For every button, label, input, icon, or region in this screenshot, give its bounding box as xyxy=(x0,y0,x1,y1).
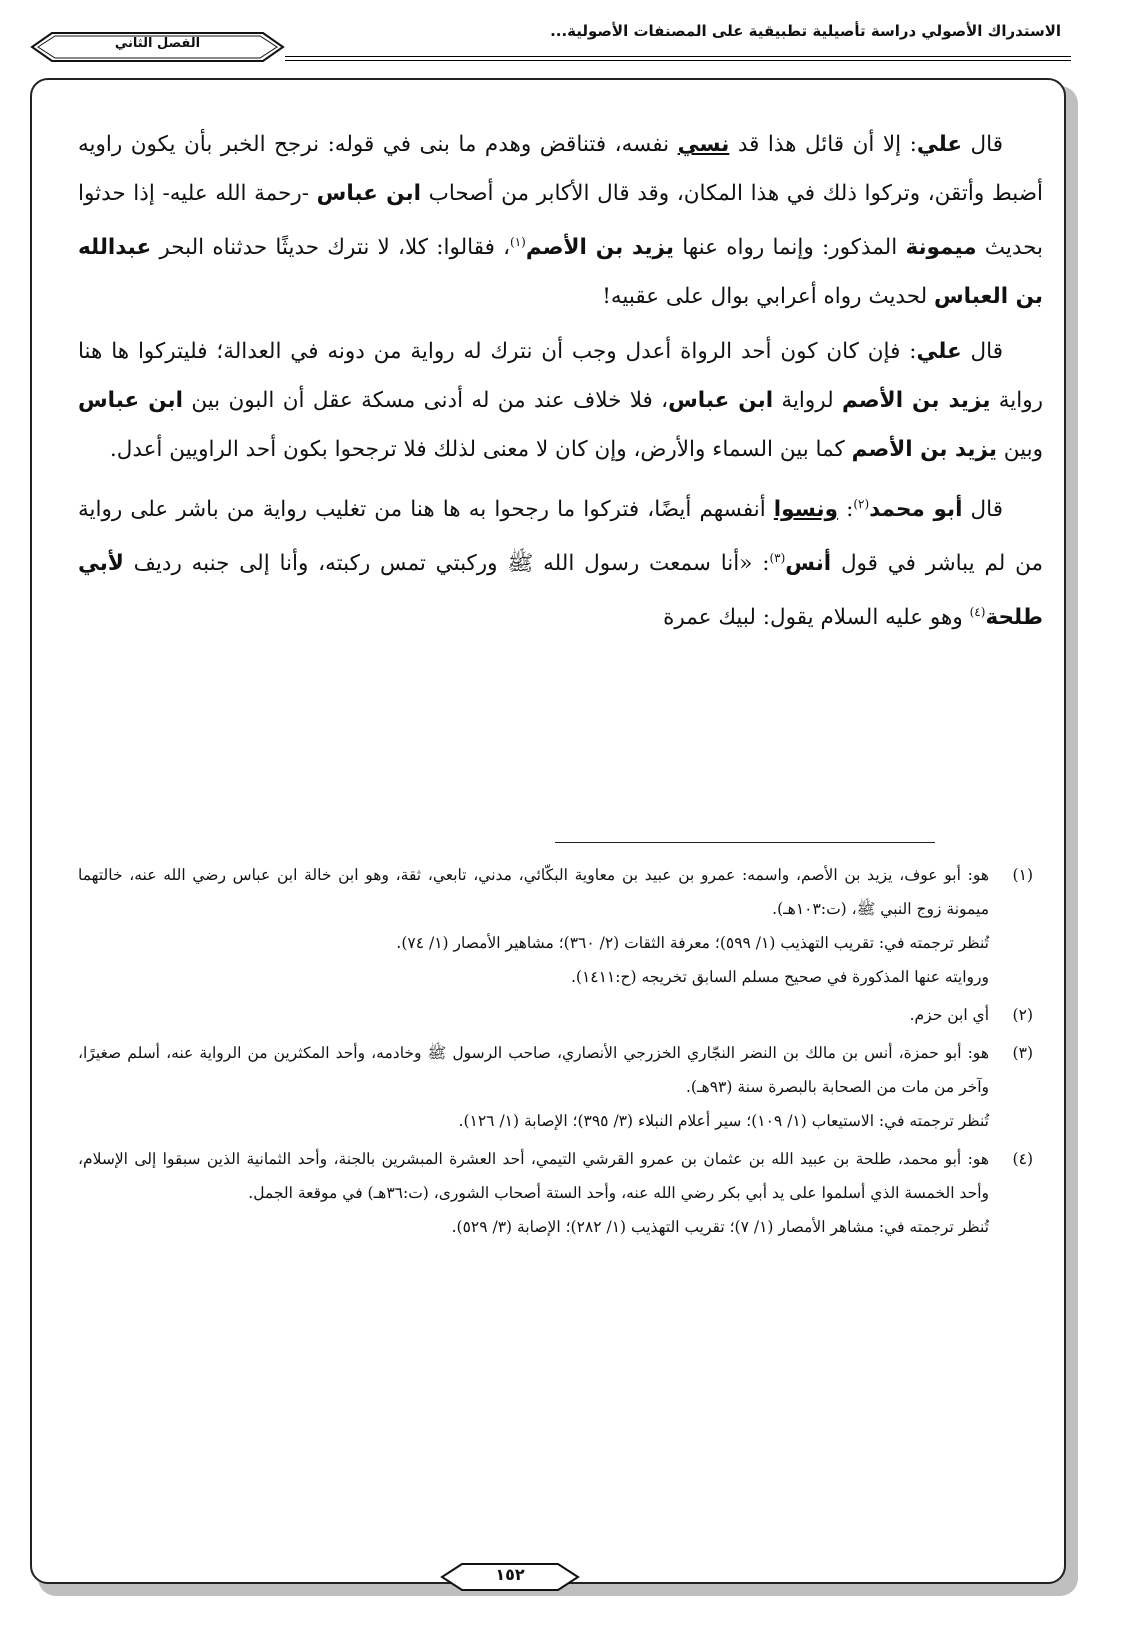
bold-name: أبو محمد xyxy=(869,497,963,523)
bold-name: ابن عباس xyxy=(78,388,183,414)
page-number-badge xyxy=(440,1560,580,1594)
bold-name: يزيد بن الأصم xyxy=(525,235,674,261)
bold-name: ابن عباس xyxy=(668,388,774,414)
text-run: -رحمة الله عليه- إذا حدثوا بحديث xyxy=(78,181,1044,261)
header-rule xyxy=(285,56,1071,61)
footnote-number: (٣) xyxy=(1012,1044,1033,1062)
running-title: الاستدراك الأصولي دراسة تأصيلية تطبيقية على المصنفات الأصولية... xyxy=(550,22,1061,40)
bold-name: لأبي طلحة xyxy=(78,551,1043,631)
footnote-ref[interactable]: (٢) xyxy=(853,497,870,512)
text-run: ، فقالوا: كلا، لا نترك حديثًا حدثناه البحر xyxy=(151,235,511,261)
page-number: ١٥٢ xyxy=(495,1565,525,1584)
bold-name: علي xyxy=(916,339,962,365)
footnote-number: (١) xyxy=(1012,866,1033,884)
chapter-label: الفصل الثاني xyxy=(114,36,201,51)
text-run: : xyxy=(837,497,854,523)
paragraph-3 xyxy=(78,480,1043,642)
bold-name: أنس xyxy=(785,551,832,577)
footnote-line: أي ابن حزم. xyxy=(909,1006,989,1024)
text-run: لرواية xyxy=(773,388,843,414)
footnote-number: (٢) xyxy=(1012,1006,1033,1024)
text-run: المذكور: وإنما رواه عنها xyxy=(673,235,906,261)
bold-name: ابن عباس xyxy=(316,181,421,206)
footnote-line: تُنظر ترجمته في: الاستيعاب (١/ ١٠٩)؛ سير أعلام النبلاء (٣/ ٣٩٥)؛ الإصابة (١/ ١٢٦). xyxy=(458,1112,989,1130)
bold-name: عبدالله بن العباس xyxy=(78,235,1043,310)
footnote-separator xyxy=(555,842,935,843)
text-run: نفسه، فتناقض وهدم ما بنى في قوله: نرجح الخبر بأن يكون راويه أضبط وأتقن، وتركوا ذلك في هذا المكان، وقد قال الأكابر من أصحاب xyxy=(78,132,1044,206)
footnote-1 xyxy=(78,858,1033,994)
footnote-line: هو: أبو حمزة، أنس بن مالك بن النضر النجّاري الخزرجي الأنصاري، صاحب الرسول ﷺ وخادمه، وأحد المكثرين من الرواية عنه، أسلم صغيرًا، وآخر من مات من الصحابة بالبصرة سنة (٩٣هـ). xyxy=(78,1044,989,1096)
text-run: وبين xyxy=(996,437,1043,463)
footnote-line: هو: أبو عوف، يزيد بن الأصم، واسمه: عمرو بن عبيد بن معاوية البكّائي، مدني، تابعي، ثقة، وهو ابن خالة ابن عباس رضي الله عنه، خالتهما ميمونة زوج النبي ﷺ، (ت:١٠٣هـ). xyxy=(78,866,989,918)
text-run: وهو عليه السلام يقول: لبيك عمرة xyxy=(663,605,970,631)
chapter-tab xyxy=(30,27,285,67)
bold-name: ميمونة xyxy=(905,235,977,261)
footnote-line: هو: أبو محمد، طلحة بن عبيد الله بن عثمان بن عمرو القرشي التيمي، أحد العشرة المبشرين بالجنة، وأحد الثمانية الذين سبقوا إلى الإسلام، وأحد الخمسة الذي أسلموا على يد أبي بكر رضي الله عنه، وأحد الستة أصحاب الشورى، (ت:٣٦هـ) في موقعة الجمل. xyxy=(78,1150,989,1202)
text-run: قال xyxy=(961,339,1003,365)
text-run: : «أنا سمعت رسول الله ﷺ وركبتي تمس ركبته، وأنا إلى جنبه رديف xyxy=(123,551,770,577)
footnotes xyxy=(78,858,1033,1248)
main-text xyxy=(78,120,1043,649)
text-run: : إلا أن قائل هذا قد xyxy=(729,132,917,157)
footnote-4 xyxy=(78,1142,1033,1244)
bold-name: يزيد بن الأصم xyxy=(842,388,991,414)
text-run: قال xyxy=(962,497,1003,523)
text-run: قال xyxy=(962,132,1003,157)
footnote-3 xyxy=(78,1036,1033,1138)
footnote-ref[interactable]: (٣) xyxy=(769,551,786,566)
bold-name: يزيد بن الأصم xyxy=(851,437,997,463)
text-run: ، فلا خلاف عند من له أدنى مسكة عقل أن البون بين xyxy=(182,388,669,414)
footnote-2 xyxy=(78,998,1033,1032)
footnote-line: تُنظر ترجمته في: تقريب التهذيب (١/ ٥٩٩)؛ معرفة الثقات (٢/ ٣٦٠)؛ مشاهير الأمصار (١/ ٧٤). xyxy=(396,934,989,952)
footnote-line: وروايته عنها المذكورة في صحيح مسلم السابق تخريجه (ح:١٤١١). xyxy=(570,968,989,986)
text-run: لحديث رواه أعرابي بوال على عقبيه! xyxy=(602,284,934,310)
underlined-word: ونسوا xyxy=(773,497,838,523)
footnote-ref[interactable]: (١) xyxy=(510,235,526,249)
text-run: أنفسهم أيضًا، فتركوا ما رجحوا به ها هنا من تغليب رواية من باشر على رواية من لم يباشر في قول xyxy=(78,497,1043,577)
text-run: كما بين السماء والأرض، وإن كان لا معنى لذلك فلا ترجحوا بكون أحد الراويين أعدل. xyxy=(109,437,852,463)
underlined-word: نسي xyxy=(677,132,730,157)
footnote-line: تُنظر ترجمته في: مشاهر الأمصار (١/ ٧)؛ تقريب التهذيب (١/ ٢٨٢)؛ الإصابة (٣/ ٥٢٩). xyxy=(451,1218,989,1236)
footnote-number: (٤) xyxy=(1012,1150,1033,1168)
paragraph-1 xyxy=(78,120,1043,321)
paragraph-2 xyxy=(78,327,1043,474)
text-run: : فإن كان كون أحد الرواة أعدل وجب أن نترك له رواية من دونه في العدالة؛ فليتركوا ها هنا رواية xyxy=(78,339,1043,414)
footnote-ref[interactable]: (٤) xyxy=(969,605,986,620)
bold-name: علي xyxy=(916,132,963,157)
